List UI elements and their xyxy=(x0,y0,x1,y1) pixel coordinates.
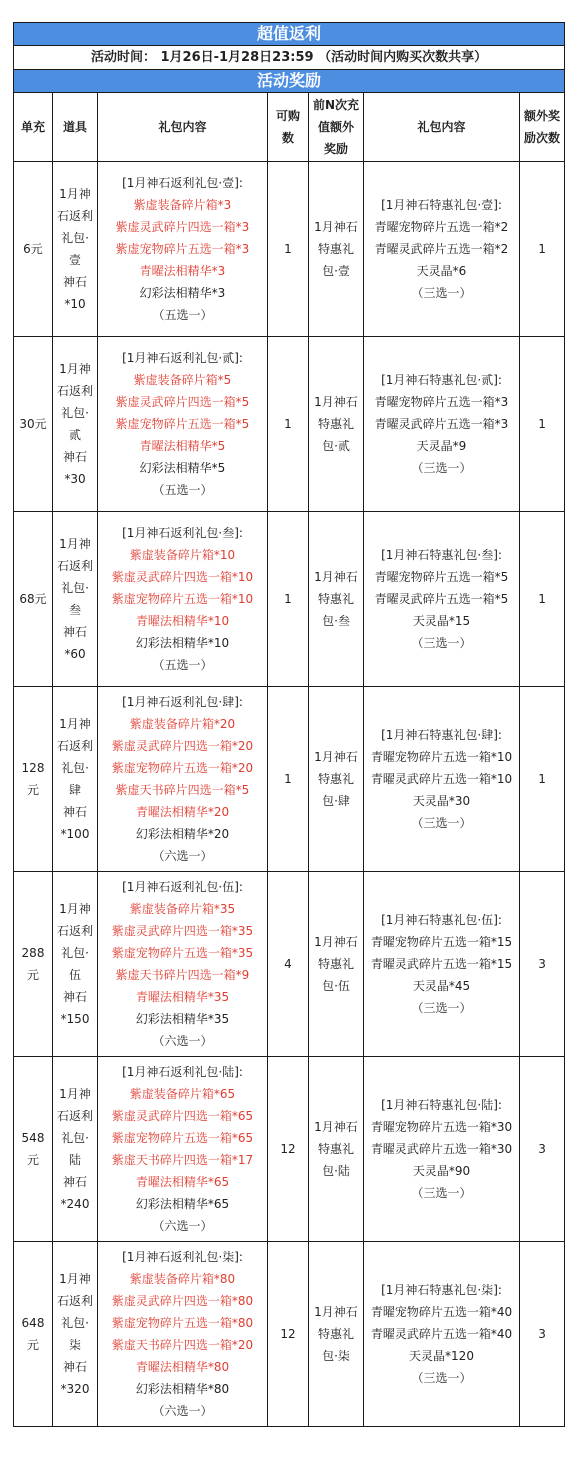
activity-time-label: 活动时间： xyxy=(90,49,156,65)
item-cell xyxy=(53,512,98,687)
item-cell xyxy=(53,1242,98,1427)
pack-entry: 青曜法相精华*10 xyxy=(135,614,230,628)
pack-entry: [1月神石返利礼包·贰]: xyxy=(122,351,243,365)
extra-times-count: 1 xyxy=(520,337,565,512)
item-line: 石返利 xyxy=(56,924,93,938)
pack-entry: 紫虚宠物碎片五选一箱*3 xyxy=(115,242,250,256)
extra-pack-entry: 青曜灵武碎片五选一箱*15 xyxy=(370,957,513,971)
pack-entry: [1月神石返利礼包·叁]: xyxy=(122,526,243,540)
pack-entry: （五选一） xyxy=(152,483,213,497)
extra-item-cell xyxy=(309,337,364,512)
item-line: 礼包· xyxy=(61,231,89,245)
pack-entry: 幻彩法相精华*35 xyxy=(135,1012,230,1026)
extra-pack-entry: （三选一） xyxy=(411,286,472,300)
extra-item-line: 特惠礼 xyxy=(317,242,354,256)
pack-entry: 紫虚宠物碎片五选一箱*10 xyxy=(111,592,254,606)
header-times-line: 额外奖 xyxy=(524,109,561,123)
header-extra-line: 前N次充 xyxy=(312,98,360,112)
extra-times-count: 1 xyxy=(520,512,565,687)
item-line: 神石 xyxy=(62,275,87,289)
extra-pack-cell xyxy=(364,1057,520,1242)
extra-pack-cell xyxy=(364,337,520,512)
header-charge: 单充 xyxy=(14,93,53,162)
extra-pack-entry: （三选一） xyxy=(411,1371,472,1385)
item-line: 神石 xyxy=(62,625,87,639)
item-line: 柒 xyxy=(68,1338,81,1352)
table-row xyxy=(14,1057,565,1242)
pack-entry: 紫虚宠物碎片五选一箱*80 xyxy=(111,1316,254,1330)
extra-times-count: 1 xyxy=(520,687,565,872)
extra-pack-entry: 青曜灵武碎片五选一箱*2 xyxy=(374,242,509,256)
charge-cell xyxy=(14,872,53,1057)
header-extra-times xyxy=(520,93,565,162)
extra-times-count: 3 xyxy=(520,1057,565,1242)
table-row xyxy=(14,337,565,512)
pack-content-cell xyxy=(98,162,268,337)
reward-section-title: 活动奖励 xyxy=(14,70,565,93)
pack-content-cell xyxy=(98,872,268,1057)
extra-item-line: 特惠礼 xyxy=(317,957,354,971)
extra-pack-entry: [1月神石特惠礼包·柒]: xyxy=(381,1283,502,1297)
pack-entry: 紫虚装备碎片箱*80 xyxy=(129,1272,236,1286)
extra-pack-entry: [1月神石特惠礼包·伍]: xyxy=(381,913,502,927)
extra-pack-entry: （三选一） xyxy=(411,816,472,830)
extra-pack-entry: 青曜宠物碎片五选一箱*30 xyxy=(370,1120,513,1134)
item-line: 1月神 xyxy=(59,1087,91,1101)
pack-entry: 紫虚灵武碎片四选一箱*20 xyxy=(111,739,254,753)
extra-item-cell xyxy=(309,162,364,337)
extra-pack-entry: [1月神石特惠礼包·壹]: xyxy=(381,198,502,212)
extra-item-cell xyxy=(309,512,364,687)
pack-entry: 青曜法相精华*65 xyxy=(135,1175,230,1189)
item-line: 礼包· xyxy=(61,761,89,775)
item-line: 石返利 xyxy=(56,739,93,753)
item-line: *150 xyxy=(60,1012,90,1026)
charge-amount: 288 xyxy=(21,946,45,960)
item-line: 石返利 xyxy=(56,1109,93,1123)
pack-entry: 紫虚灵武碎片四选一箱*65 xyxy=(111,1109,254,1123)
buyable-count: 1 xyxy=(268,337,309,512)
header-buyable-line: 数 xyxy=(281,131,294,145)
extra-item-cell xyxy=(309,1057,364,1242)
pack-entry: 紫虚装备碎片箱*35 xyxy=(129,902,236,916)
charge-cell xyxy=(14,162,53,337)
item-line: *10 xyxy=(64,297,86,311)
extra-pack-entry: 青曜宠物碎片五选一箱*5 xyxy=(374,570,509,584)
extra-pack-entry: 青曜灵武碎片五选一箱*5 xyxy=(374,592,509,606)
item-line: 神石 xyxy=(62,1175,87,1189)
charge-amount: 548 xyxy=(21,1131,45,1145)
pack-entry: 紫虚灵武碎片四选一箱*5 xyxy=(115,395,250,409)
charge-cell xyxy=(14,687,53,872)
extra-item-line: 1月神石 xyxy=(314,750,358,764)
extra-item-line: 包·柒 xyxy=(322,1349,350,1363)
extra-item-cell xyxy=(309,687,364,872)
pack-entry: （六选一） xyxy=(152,1034,213,1048)
table-row xyxy=(14,1242,565,1427)
header-extra-reward xyxy=(309,93,364,162)
extra-pack-entry: 青曜灵武碎片五选一箱*40 xyxy=(370,1327,513,1341)
header-buyable xyxy=(268,93,309,162)
extra-pack-entry: 天灵晶*15 xyxy=(412,614,471,628)
table-row xyxy=(14,687,565,872)
extra-pack-entry: 青曜宠物碎片五选一箱*15 xyxy=(370,935,513,949)
extra-pack-cell xyxy=(364,687,520,872)
charge-cell xyxy=(14,1057,53,1242)
pack-entry: 幻彩法相精华*5 xyxy=(139,461,226,475)
extra-pack-entry: （三选一） xyxy=(411,636,472,650)
charge-cell xyxy=(14,337,53,512)
charge-amount: 元 xyxy=(26,1338,39,1352)
pack-entry: [1月神石返利礼包·柒]: xyxy=(122,1250,243,1264)
extra-pack-entry: [1月神石特惠礼包·肆]: xyxy=(381,728,502,742)
buyable-count: 1 xyxy=(268,162,309,337)
extra-item-line: 特惠礼 xyxy=(317,592,354,606)
pack-entry: 紫虚天书碎片四选一箱*20 xyxy=(111,1338,254,1352)
extra-times-count: 3 xyxy=(520,1242,565,1427)
extra-pack-entry: 天灵晶*90 xyxy=(412,1164,471,1178)
item-cell xyxy=(53,687,98,872)
pack-entry: 青曜法相精华*35 xyxy=(135,990,230,1004)
extra-pack-entry: （三选一） xyxy=(411,1001,472,1015)
pack-entry: [1月神石返利礼包·陆]: xyxy=(122,1065,243,1079)
extra-item-line: 1月神石 xyxy=(314,220,358,234)
item-line: *100 xyxy=(60,827,90,841)
extra-item-cell xyxy=(309,872,364,1057)
extra-item-line: 包·肆 xyxy=(322,794,350,808)
pack-entry: 幻彩法相精华*20 xyxy=(135,827,230,841)
item-line: 1月神 xyxy=(59,187,91,201)
extra-item-line: 1月神石 xyxy=(314,1120,358,1134)
extra-item-line: 包·壹 xyxy=(322,264,350,278)
charge-amount: 128 xyxy=(21,761,45,775)
item-line: 伍 xyxy=(68,968,81,982)
item-cell xyxy=(53,162,98,337)
extra-pack-entry: [1月神石特惠礼包·贰]: xyxy=(381,373,502,387)
charge-cell xyxy=(14,512,53,687)
item-line: 神石 xyxy=(62,450,87,464)
rebate-table xyxy=(13,22,565,1427)
extra-pack-cell xyxy=(364,1242,520,1427)
extra-pack-entry: 天灵晶*120 xyxy=(409,1349,474,1363)
item-line: *240 xyxy=(60,1197,90,1211)
pack-content-cell xyxy=(98,1057,268,1242)
extra-pack-cell xyxy=(364,162,520,337)
extra-item-line: 特惠礼 xyxy=(317,772,354,786)
pack-content-cell xyxy=(98,687,268,872)
pack-entry: 幻彩法相精华*65 xyxy=(135,1197,230,1211)
charge-amount: 元 xyxy=(26,1153,39,1167)
extra-item-line: 1月神石 xyxy=(314,395,358,409)
pack-entry: （五选一） xyxy=(152,658,213,672)
pack-entry: 紫虚宠物碎片五选一箱*5 xyxy=(115,417,250,431)
table-row xyxy=(14,512,565,687)
charge-cell xyxy=(14,1242,53,1427)
extra-pack-entry: 天灵晶*45 xyxy=(412,979,471,993)
buyable-count: 12 xyxy=(268,1242,309,1427)
pack-entry: 紫虚宠物碎片五选一箱*65 xyxy=(111,1131,254,1145)
item-line: 石返利 xyxy=(56,559,93,573)
item-line: 神石 xyxy=(62,1360,87,1374)
pack-entry: 紫虚天书碎片四选一箱*17 xyxy=(111,1153,254,1167)
item-line: 石返利 xyxy=(56,384,93,398)
extra-pack-entry: （三选一） xyxy=(411,1186,472,1200)
item-line: 1月神 xyxy=(59,362,91,376)
pack-content-cell xyxy=(98,1242,268,1427)
extra-item-line: 1月神石 xyxy=(314,570,358,584)
pack-entry: 紫虚天书碎片四选一箱*5 xyxy=(115,783,250,797)
page-title: 超值返利 xyxy=(14,23,565,46)
item-line: 1月神 xyxy=(59,1272,91,1286)
item-cell xyxy=(53,1057,98,1242)
buyable-count: 1 xyxy=(268,687,309,872)
pack-entry: 紫虚装备碎片箱*65 xyxy=(129,1087,236,1101)
pack-entry: 紫虚灵武碎片四选一箱*35 xyxy=(111,924,254,938)
pack-entry: 紫虚装备碎片箱*5 xyxy=(133,373,232,387)
pack-entry: 紫虚装备碎片箱*20 xyxy=(129,717,236,731)
item-line: 石返利 xyxy=(56,209,93,223)
extra-item-line: 1月神石 xyxy=(314,935,358,949)
extra-pack-entry: 青曜宠物碎片五选一箱*10 xyxy=(370,750,513,764)
pack-entry: （五选一） xyxy=(152,308,213,322)
item-line: 壹 xyxy=(68,253,81,267)
item-line: 神石 xyxy=(62,990,87,1004)
extra-pack-entry: （三选一） xyxy=(411,461,472,475)
pack-entry: 青曜法相精华*5 xyxy=(139,439,226,453)
extra-item-line: 包·叁 xyxy=(322,614,350,628)
extra-pack-cell xyxy=(364,512,520,687)
extra-times-count: 1 xyxy=(520,162,565,337)
pack-entry: 紫虚灵武碎片四选一箱*10 xyxy=(111,570,254,584)
extra-item-line: 包·陆 xyxy=(322,1164,350,1178)
table-body xyxy=(14,162,565,1427)
extra-item-cell xyxy=(309,1242,364,1427)
extra-pack-entry: [1月神石特惠礼包·陆]: xyxy=(381,1098,502,1112)
activity-time-note: （活动时间内购买次数共享） xyxy=(318,49,488,65)
extra-pack-entry: 天灵晶*30 xyxy=(412,794,471,808)
item-line: *30 xyxy=(64,472,86,486)
item-line: 1月神 xyxy=(59,717,91,731)
extra-pack-entry: 天灵晶*9 xyxy=(416,439,467,453)
pack-entry: 紫虚天书碎片四选一箱*9 xyxy=(115,968,250,982)
item-line: 陆 xyxy=(68,1153,81,1167)
item-line: 礼包· xyxy=(61,406,89,420)
item-cell xyxy=(53,872,98,1057)
pack-entry: 青曜法相精华*3 xyxy=(139,264,226,278)
item-line: 石返利 xyxy=(56,1294,93,1308)
item-line: *320 xyxy=(60,1382,90,1396)
charge-amount: 6元 xyxy=(23,242,43,256)
item-line: 1月神 xyxy=(59,537,91,551)
table-row xyxy=(14,162,565,337)
charge-amount: 元 xyxy=(26,968,39,982)
buyable-count: 4 xyxy=(268,872,309,1057)
extra-pack-cell xyxy=(364,872,520,1057)
item-line: 礼包· xyxy=(61,581,89,595)
item-line: 1月神 xyxy=(59,902,91,916)
extra-item-line: 特惠礼 xyxy=(317,1142,354,1156)
extra-pack-entry: 青曜宠物碎片五选一箱*2 xyxy=(374,220,509,234)
header-item: 道具 xyxy=(53,93,98,162)
pack-entry: 紫虚灵武碎片四选一箱*80 xyxy=(111,1294,254,1308)
extra-pack-entry: 青曜灵武碎片五选一箱*10 xyxy=(370,772,513,786)
extra-item-line: 1月神石 xyxy=(314,1305,358,1319)
item-line: 礼包· xyxy=(61,946,89,960)
pack-content-cell xyxy=(98,337,268,512)
item-line: 神石 xyxy=(62,805,87,819)
pack-entry: 紫虚宠物碎片五选一箱*20 xyxy=(111,761,254,775)
item-line: 礼包· xyxy=(61,1131,89,1145)
item-line: 贰 xyxy=(68,428,81,442)
item-cell xyxy=(53,337,98,512)
item-line: 肆 xyxy=(68,783,81,797)
charge-amount: 30元 xyxy=(19,417,47,431)
extra-item-line: 特惠礼 xyxy=(317,417,354,431)
table-row xyxy=(14,872,565,1057)
activity-time-value: 1月26日-1月28日23:59 xyxy=(160,49,314,65)
pack-entry: [1月神石返利礼包·伍]: xyxy=(122,880,243,894)
header-extra-line: 值额外 xyxy=(317,120,354,134)
extra-pack-entry: [1月神石特惠礼包·叁]: xyxy=(381,548,502,562)
table-header xyxy=(14,93,565,162)
pack-content-cell xyxy=(98,512,268,687)
buyable-count: 12 xyxy=(268,1057,309,1242)
pack-entry: 幻彩法相精华*80 xyxy=(135,1382,230,1396)
header-times-line: 励次数 xyxy=(524,131,561,145)
pack-entry: 幻彩法相精华*10 xyxy=(135,636,230,650)
header-extra-line: 奖励 xyxy=(323,142,348,156)
header-content: 礼包内容 xyxy=(98,93,268,162)
extra-item-line: 包·贰 xyxy=(322,439,350,453)
pack-entry: （六选一） xyxy=(152,849,213,863)
pack-entry: 紫虚灵武碎片四选一箱*3 xyxy=(115,220,250,234)
pack-entry: [1月神石返利礼包·肆]: xyxy=(122,695,243,709)
extra-pack-entry: 天灵晶*6 xyxy=(416,264,467,278)
pack-entry: 紫虚宠物碎片五选一箱*35 xyxy=(111,946,254,960)
charge-amount: 元 xyxy=(26,783,39,797)
extra-pack-entry: 青曜宠物碎片五选一箱*40 xyxy=(370,1305,513,1319)
activity-time xyxy=(14,46,565,70)
header-extra-content: 礼包内容 xyxy=(364,93,520,162)
buyable-count: 1 xyxy=(268,512,309,687)
pack-entry: [1月神石返利礼包·壹]: xyxy=(122,176,243,190)
extra-pack-entry: 青曜灵武碎片五选一箱*30 xyxy=(370,1142,513,1156)
extra-times-count: 3 xyxy=(520,872,565,1057)
item-line: *60 xyxy=(64,647,86,661)
pack-entry: 青曜法相精华*20 xyxy=(135,805,230,819)
item-line: 礼包· xyxy=(61,1316,89,1330)
extra-pack-entry: 青曜灵武碎片五选一箱*3 xyxy=(374,417,509,431)
pack-entry: （六选一） xyxy=(152,1404,213,1418)
extra-item-line: 包·伍 xyxy=(322,979,350,993)
item-line: 叁 xyxy=(68,603,81,617)
pack-entry: 紫虚装备碎片箱*3 xyxy=(133,198,232,212)
pack-entry: （六选一） xyxy=(152,1219,213,1233)
pack-entry: 紫虚装备碎片箱*10 xyxy=(129,548,236,562)
charge-amount: 68元 xyxy=(19,592,47,606)
pack-entry: 青曜法相精华*80 xyxy=(135,1360,230,1374)
extra-item-line: 特惠礼 xyxy=(317,1327,354,1341)
header-buyable-line: 可购 xyxy=(275,109,300,123)
extra-pack-entry: 青曜宠物碎片五选一箱*3 xyxy=(374,395,509,409)
charge-amount: 648 xyxy=(21,1316,45,1330)
pack-entry: 幻彩法相精华*3 xyxy=(139,286,226,300)
